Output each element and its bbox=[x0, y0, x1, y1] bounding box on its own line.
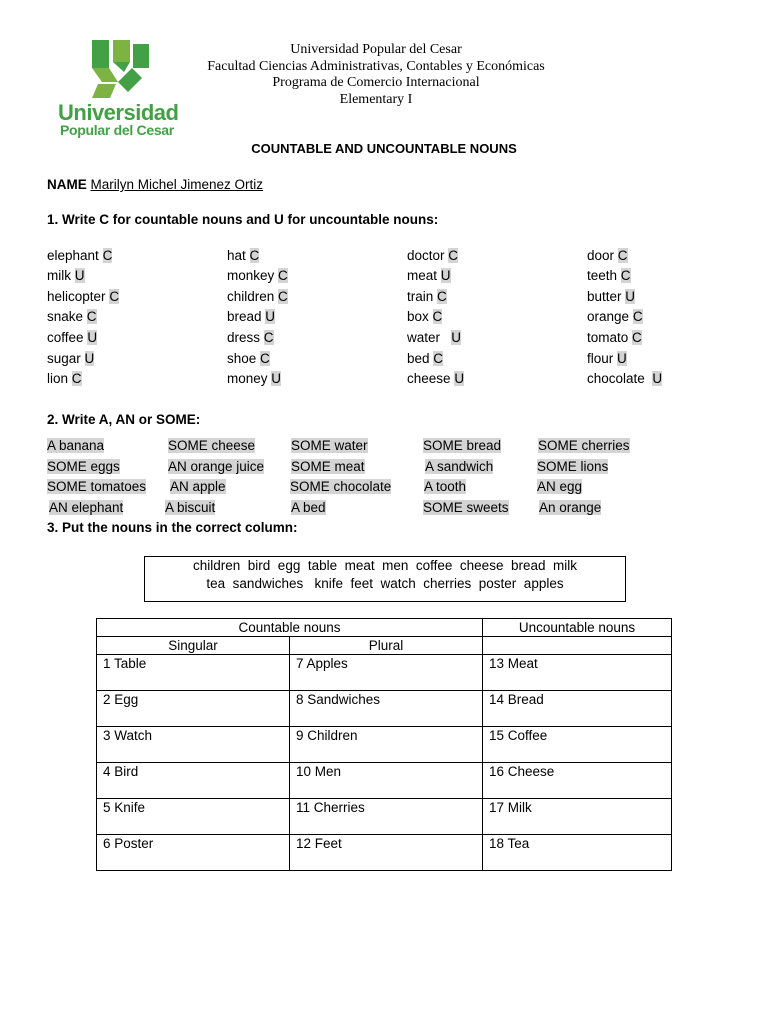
ex1-answer: C bbox=[278, 268, 288, 283]
table-cell: 17 Milk bbox=[483, 799, 672, 835]
ex1-word: coffee bbox=[47, 330, 84, 345]
subheader-plural: Plural bbox=[290, 637, 483, 655]
table-cell: 6 Poster bbox=[97, 835, 290, 871]
ex1-word: doctor bbox=[407, 248, 445, 263]
ex1-answer: C bbox=[86, 309, 97, 324]
ex1-item bbox=[587, 351, 627, 366]
ex2-answer: AN apple bbox=[170, 479, 226, 494]
ex2-answer: An orange bbox=[539, 500, 602, 515]
ex2-answer: SOME chocolate bbox=[290, 479, 392, 494]
table-cell: 10 Men bbox=[290, 763, 483, 799]
ex2-answer: SOME eggs bbox=[47, 459, 120, 474]
ex2-answer: SOME bread bbox=[423, 438, 502, 453]
exercise-1-instruction: 1. Write C for countable nouns and U for uncountable nouns: bbox=[47, 212, 439, 227]
ex2-answer: A sandwich bbox=[425, 459, 494, 474]
ex2-answer: A tooth bbox=[424, 479, 467, 494]
ex1-item bbox=[587, 309, 643, 324]
ex1-item bbox=[227, 330, 274, 345]
ex2-answer: SOME cheese bbox=[168, 438, 256, 453]
word-bank-line: tea sandwiches knife feet watch cherries poster apples bbox=[206, 576, 564, 591]
header-university: Universidad Popular del Cesar bbox=[290, 42, 462, 57]
ex1-word: shoe bbox=[227, 351, 257, 366]
ex2-answer: SOME cherries bbox=[538, 438, 630, 453]
ex1-item bbox=[47, 289, 119, 304]
table-cell: 13 Meat bbox=[483, 655, 672, 691]
ex1-word: lion bbox=[47, 371, 69, 386]
ex2-answer: A banana bbox=[47, 438, 105, 453]
table-row bbox=[97, 655, 672, 691]
table-cell: 2 Egg bbox=[97, 691, 290, 727]
ex1-word: children bbox=[227, 289, 275, 304]
table-cell: 18 Tea bbox=[483, 835, 672, 871]
ex2-answer: AN egg bbox=[537, 479, 583, 494]
ex1-item bbox=[47, 309, 97, 324]
logo-text-popular: Popular del Cesar bbox=[60, 122, 174, 138]
table-cell: 15 Coffee bbox=[483, 727, 672, 763]
ex1-answer: U bbox=[87, 330, 98, 345]
table-row bbox=[97, 835, 672, 871]
ex1-word: cheese bbox=[407, 371, 451, 386]
header-level: Elementary I bbox=[339, 91, 413, 107]
ex1-word: teeth bbox=[587, 268, 618, 283]
ex1-item bbox=[227, 248, 259, 263]
ex1-answer: C bbox=[249, 248, 260, 263]
ex1-item bbox=[407, 330, 461, 345]
table-cell: 12 Feet bbox=[290, 835, 483, 871]
ex1-answer: C bbox=[433, 351, 444, 366]
page-title: COUNTABLE AND UNCOUNTABLE NOUNS bbox=[251, 141, 517, 156]
ex1-answer: U bbox=[451, 330, 462, 345]
table-row bbox=[97, 799, 672, 835]
ex1-word: water bbox=[407, 330, 441, 345]
ex1-item bbox=[407, 351, 443, 366]
ex1-item bbox=[47, 248, 112, 263]
ex1-item bbox=[47, 330, 97, 345]
logo-text-universidad: Universidad bbox=[58, 100, 179, 125]
ex1-word: milk bbox=[47, 268, 71, 283]
ex1-item bbox=[587, 330, 642, 345]
ex1-word: train bbox=[407, 289, 434, 304]
ex1-item bbox=[227, 289, 288, 304]
name-label: NAME bbox=[47, 177, 87, 192]
ex1-answer: C bbox=[432, 309, 443, 324]
ex1-answer: C bbox=[632, 309, 643, 324]
ex2-answer: SOME lions bbox=[537, 459, 609, 474]
ex1-answer: C bbox=[71, 371, 82, 386]
ex1-word: flour bbox=[587, 351, 614, 366]
ex1-item bbox=[407, 289, 447, 304]
word-bank-box bbox=[144, 556, 626, 602]
ex1-word: tomato bbox=[587, 330, 629, 345]
ex1-item bbox=[587, 289, 635, 304]
ex1-word: sugar bbox=[47, 351, 81, 366]
ex1-item bbox=[227, 351, 270, 366]
ex1-word: orange bbox=[587, 309, 630, 324]
ex1-answer: C bbox=[102, 248, 113, 263]
ex1-answer: C bbox=[632, 330, 642, 345]
ex1-item bbox=[407, 371, 464, 386]
ex1-item bbox=[47, 268, 85, 283]
ex1-word: meat bbox=[407, 268, 438, 283]
ex1-item bbox=[47, 371, 82, 386]
ex1-item bbox=[587, 248, 628, 263]
ex1-word: butter bbox=[587, 289, 622, 304]
table-row bbox=[97, 727, 672, 763]
ex1-word: bed bbox=[407, 351, 430, 366]
subheader-empty bbox=[483, 637, 672, 655]
header-countable: Countable nouns bbox=[97, 619, 483, 637]
ex1-answer: C bbox=[617, 248, 628, 263]
table-cell: 14 Bread bbox=[483, 691, 672, 727]
ex1-word: bread bbox=[227, 309, 262, 324]
ex1-word: dress bbox=[227, 330, 261, 345]
word-bank-line: children bird egg table meat men coffee cheese bread milk bbox=[193, 558, 577, 573]
ex2-answer: SOME water bbox=[291, 438, 368, 453]
table-cell: 7 Apples bbox=[290, 655, 483, 691]
ex1-word: snake bbox=[47, 309, 84, 324]
ex1-answer: U bbox=[84, 351, 95, 366]
table-cell: 1 Table bbox=[97, 655, 290, 691]
ex1-answer: U bbox=[617, 351, 627, 366]
ex1-item bbox=[407, 248, 458, 263]
document-header bbox=[160, 42, 592, 108]
ex1-word: door bbox=[587, 248, 615, 263]
ex1-item bbox=[587, 371, 662, 386]
ex1-answer: U bbox=[74, 268, 85, 283]
ex2-answer: A biscuit bbox=[165, 500, 216, 515]
ex1-item bbox=[227, 268, 288, 283]
ex1-answer: C bbox=[109, 289, 120, 304]
ex1-word: box bbox=[407, 309, 429, 324]
ex1-word: chocolate bbox=[587, 371, 645, 386]
subheader-singular: Singular bbox=[97, 637, 290, 655]
exercise-2-instruction: 2. Write A, AN or SOME: bbox=[47, 412, 201, 427]
table-cell: 16 Cheese bbox=[483, 763, 672, 799]
ex1-answer: U bbox=[454, 371, 465, 386]
ex1-word: monkey bbox=[227, 268, 275, 283]
ex2-answer: SOME tomatoes bbox=[47, 479, 147, 494]
table-cell: 8 Sandwiches bbox=[290, 691, 483, 727]
ex1-word: helicopter bbox=[47, 289, 106, 304]
ex2-answer: A bed bbox=[291, 500, 326, 515]
ex1-answer: C bbox=[437, 289, 447, 304]
header-uncountable: Uncountable nouns bbox=[483, 619, 672, 637]
table-cell: 5 Knife bbox=[97, 799, 290, 835]
ex1-answer: C bbox=[278, 289, 288, 304]
ex1-answer: C bbox=[263, 330, 274, 345]
ex1-item bbox=[407, 268, 451, 283]
header-program: Programa de Comercio Internacional bbox=[272, 75, 480, 90]
ex1-answer: C bbox=[620, 268, 631, 283]
ex1-item bbox=[587, 268, 631, 283]
table-row bbox=[97, 691, 672, 727]
ex1-word: elephant bbox=[47, 248, 99, 263]
ex1-item bbox=[47, 351, 94, 366]
ex1-word: hat bbox=[227, 248, 246, 263]
exercise-3-instruction: 3. Put the nouns in the correct column: bbox=[47, 520, 298, 535]
ex1-answer: U bbox=[271, 371, 282, 386]
table-cell: 3 Watch bbox=[97, 727, 290, 763]
nouns-table bbox=[96, 618, 672, 871]
header-faculty: Facultad Ciencias Administrativas, Contables y Económicas bbox=[207, 58, 545, 74]
ex1-answer: U bbox=[625, 289, 636, 304]
ex1-answer: U bbox=[652, 371, 663, 386]
table-cell: 9 Children bbox=[290, 727, 483, 763]
ex2-answer: SOME sweets bbox=[423, 500, 509, 515]
ex1-answer: U bbox=[440, 268, 451, 283]
table-cell: 4 Bird bbox=[97, 763, 290, 799]
table-header-row bbox=[97, 619, 672, 637]
ex2-answer: SOME meat bbox=[291, 459, 365, 474]
ex1-item bbox=[227, 371, 281, 386]
ex1-answer: C bbox=[448, 248, 459, 263]
name-value: Marilyn Michel Jimenez Ortiz bbox=[90, 177, 264, 192]
ex1-item bbox=[407, 309, 442, 324]
ex1-item bbox=[227, 309, 275, 324]
student-name bbox=[47, 177, 263, 192]
ex2-answer: AN orange juice bbox=[168, 459, 265, 474]
ex2-answer: AN elephant bbox=[49, 500, 124, 515]
ex1-word: money bbox=[227, 371, 268, 386]
ex1-answer: C bbox=[260, 351, 270, 366]
table-subheader-row bbox=[97, 637, 672, 655]
table-cell: 11 Cherries bbox=[290, 799, 483, 835]
ex1-answer: U bbox=[265, 309, 276, 324]
table-row bbox=[97, 763, 672, 799]
